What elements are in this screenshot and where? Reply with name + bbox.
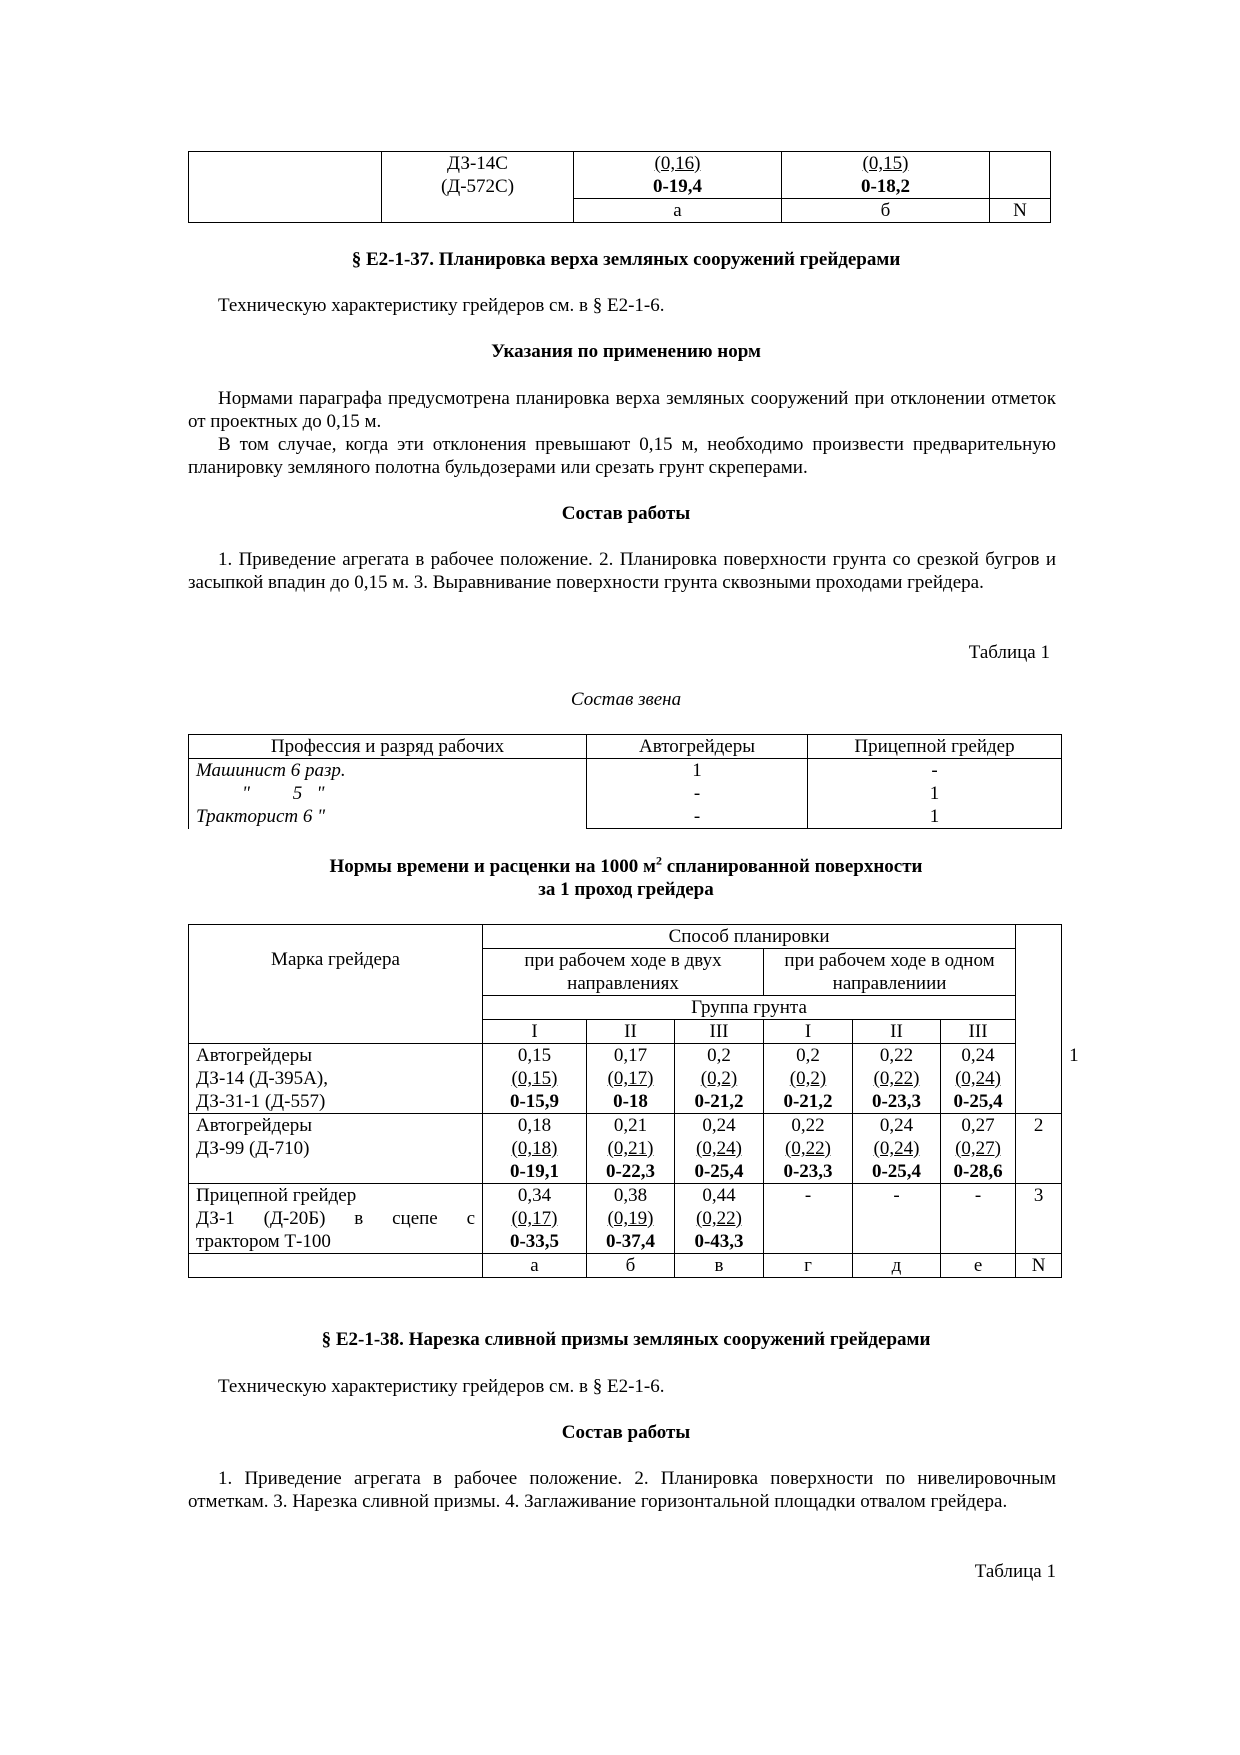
crew-profession: Машинист 6 разр.: [196, 760, 346, 781]
col-letter: г: [764, 1254, 853, 1278]
norm-rate: 0-25,4: [871, 1161, 922, 1182]
soil-group-label: II: [587, 1020, 675, 1044]
norm-rate: 0-21,2: [694, 1091, 744, 1112]
n-label: N: [1016, 1254, 1062, 1278]
crew-header-autograders: Автогрейдеры: [587, 735, 808, 759]
top-table-empty-cell: [189, 152, 382, 223]
top-table-value-cell: [574, 152, 782, 199]
col-letter: а: [574, 199, 782, 223]
section-38-tech-note: Техническую характеристику грейдеров см. в § Е2-1-6.: [218, 1376, 665, 1397]
soil-group-label: II: [853, 1020, 941, 1044]
norms-heading-line2: за 1 проход грейдера: [538, 879, 714, 900]
norms-heading-superscript: 2: [655, 853, 662, 868]
norm-paren: (0,22): [696, 1208, 742, 1229]
section-38-work-text: 1. Приведение агрегата в рабочее положение. 2. Планировка поверхности по нивелировочным отметкам. 3. Нарезка сливной призмы. 4. Заглаживание горизонтальной площадки отвалом грейдера.: [188, 1468, 1056, 1512]
col-letter: б: [782, 199, 990, 223]
guide-heading: Указания по применению норм: [491, 341, 761, 362]
norms-heading: [188, 855, 1064, 901]
grader-name-line: ДЗ-14 (Д-395А),: [196, 1068, 328, 1089]
grader-name-line: трактором Т-100: [196, 1231, 331, 1252]
crew-count: 1: [929, 783, 940, 804]
norm-paren: (0,2): [789, 1068, 827, 1089]
rate-value: 0-19,4: [652, 176, 703, 197]
norm-rate: 0-19,1: [509, 1161, 560, 1182]
guide-paragraph-2: В том случае, когда эти отклонения превышают 0,15 м, необходимо произвести предварительную планировку земляного полотна бульдозерами или срезать грунт скреперами.: [188, 434, 1056, 478]
norm-time: 0,27: [961, 1115, 995, 1136]
grader-name-line: Прицепной грейдер: [196, 1185, 357, 1206]
section-37-tech-note: Техническую характеристику грейдеров см. в § Е2-1-6.: [218, 295, 665, 316]
norm-rate: 0-22,3: [605, 1161, 656, 1182]
norm-rate: 0-23,3: [783, 1161, 833, 1182]
col-letter: е: [941, 1254, 1016, 1278]
norm-paren: (0,2): [700, 1068, 738, 1089]
soil-group-label: I: [483, 1020, 587, 1044]
norm-time: -: [804, 1185, 812, 1206]
crew-count: 1: [692, 760, 702, 781]
norms-heading-text: Нормы времени и расценки на 1000 м: [329, 856, 656, 877]
norm-time: 0,17: [613, 1045, 648, 1066]
table-row: [189, 1114, 1062, 1184]
norm-paren: (0,24): [873, 1138, 920, 1159]
rate-value: 0-18,2: [860, 176, 911, 197]
norm-paren: (0,24): [955, 1068, 1001, 1089]
crew-count: -: [693, 806, 701, 827]
work-text: 1. Приведение агрегата в рабочее положение. 2. Планировка поверхности грунта со срезкой бугров и засыпкой впадин до 0,15 м. 3. Выравнивание поверхности грунта сквозными проходами грейдера.: [188, 549, 1056, 593]
top-table: [188, 151, 1051, 223]
crew-caption: Состав звена: [570, 689, 682, 710]
norm-time: 0,21: [613, 1115, 648, 1136]
norm-paren: (0,19): [607, 1208, 654, 1229]
norm-paren: (0,15): [511, 1068, 558, 1089]
norm-rate: 0-37,4: [605, 1231, 656, 1252]
model-line: ДЗ-14С: [447, 153, 508, 174]
col-letter: д: [853, 1254, 941, 1278]
norm-time: 0,15: [517, 1045, 552, 1066]
norm-time: 0,34: [517, 1185, 552, 1206]
norm-rate: 0-43,3: [694, 1231, 744, 1252]
guide-paragraph-1: Нормами параграфа предусмотрена планировка верха земляных сооружений при отклонении отметок от проектных до 0,15 м.: [188, 388, 1056, 432]
norm-time: 0,24: [879, 1115, 914, 1136]
section-38-title: § Е2-1-38. Нарезка сливной призмы земляных сооружений грейдерами: [321, 1329, 931, 1350]
crew-profession: Тракторист 6 ": [196, 806, 326, 827]
crew-header-trailed-grader: Прицепной грейдер: [808, 735, 1062, 759]
norm-time: 0,18: [517, 1115, 552, 1136]
letters-row-blank: [189, 1254, 483, 1278]
soil-group-label: I: [764, 1020, 853, 1044]
norm-time: 0,2: [796, 1045, 820, 1066]
norm-rate: 0-23,3: [871, 1091, 922, 1112]
crew-count: -: [931, 760, 938, 781]
crew-profession: " 5 ": [242, 783, 325, 804]
section-38-work-heading: Состав работы: [561, 1422, 691, 1443]
grader-name-line: ДЗ-31-1 (Д-557): [196, 1091, 326, 1112]
norm-rate: 0-21,2: [783, 1091, 833, 1112]
grader-name-line: ДЗ-1 (Д-20Б) в сцепе с: [196, 1208, 475, 1229]
norm-rate: 0-15,9: [509, 1091, 560, 1112]
crew-count: 1: [929, 806, 940, 827]
norms-header-one-direction: при рабочем ходе в одном направлениии: [764, 949, 1016, 996]
grader-name-line: ДЗ-99 (Д-710): [196, 1138, 310, 1159]
norms-heading-text-end: спланированной поверхности: [661, 856, 923, 877]
row-number: 2: [1016, 1114, 1062, 1184]
row-number: 3: [1016, 1184, 1062, 1254]
norm-time: 0,2: [707, 1045, 731, 1066]
norm-rate: 0-18: [613, 1091, 648, 1112]
col-letter: а: [483, 1254, 587, 1278]
norm-paren: (0,17): [607, 1068, 654, 1089]
norm-time: -: [974, 1185, 982, 1206]
norm-time: 0,22: [879, 1045, 914, 1066]
top-table-model-cell: [382, 152, 574, 223]
norms-header-two-directions: при рабочем ходе в двух направлениях: [483, 949, 764, 996]
table-row: Автогрейдеры ДЗ-14 (Д-395А), ДЗ-31-1 (Д-557) 0,15 (0,15) 0-15,9 0,17 (0,17) 0-18 0,2 (0,2) 0-21,2 0,2 (0,2) 0-21,2 0,22 (0,22) 0-23,3 0,24 (0,24) 0-25,4 1: [189, 1044, 1062, 1114]
section-37-title: § Е2-1-37. Планировка верха земляных сооружений грейдерами: [351, 249, 901, 270]
norm-paren: (0,22): [873, 1068, 920, 1089]
norms-header-n-blank: [1016, 925, 1062, 1114]
grader-name-line: Автогрейдеры: [196, 1115, 313, 1136]
norm-time: 0,38: [613, 1185, 648, 1206]
norms-header-soil-group: Группа грунта: [483, 996, 1016, 1020]
top-table-value-cell: [782, 152, 990, 199]
soil-group-label: III: [675, 1020, 764, 1044]
norm-rate: 0-33,5: [509, 1231, 560, 1252]
model-line: (Д-572С): [440, 176, 515, 197]
price-paren: (0,16): [654, 153, 701, 174]
col-letter: в: [675, 1254, 764, 1278]
norms-table: [188, 924, 1079, 1278]
norm-time: 0,24: [702, 1115, 736, 1136]
section-38-table-label: Таблица 1: [974, 1561, 1056, 1582]
norm-time: 0,44: [702, 1185, 736, 1206]
norm-time: -: [893, 1185, 900, 1206]
table-label: Таблица 1: [968, 642, 1050, 663]
norm-time: 0,24: [961, 1045, 995, 1066]
crew-header-profession: Профессия и разряд рабочих: [189, 735, 587, 759]
norm-paren: (0,22): [785, 1138, 831, 1159]
crew-table: [188, 734, 1062, 829]
norm-paren: (0,24): [696, 1138, 742, 1159]
col-letter: б: [587, 1254, 675, 1278]
norm-paren: (0,27): [955, 1138, 1001, 1159]
norms-header-method: Способ планировки: [483, 925, 1016, 949]
norm-rate: 0-25,4: [953, 1091, 1003, 1112]
soil-group-label: III: [941, 1020, 1016, 1044]
crew-count: -: [693, 783, 701, 804]
norms-header-mark: Марка грейдера: [189, 925, 483, 1044]
norm-paren: (0,17): [511, 1208, 558, 1229]
work-heading: Состав работы: [561, 503, 691, 524]
grader-name-line: Автогрейдеры: [196, 1045, 313, 1066]
norm-paren: (0,21): [607, 1138, 654, 1159]
top-table-n-cell: [990, 152, 1051, 199]
norm-time: 0,22: [791, 1115, 825, 1136]
norm-paren: (0,18): [511, 1138, 558, 1159]
col-letter: N: [990, 199, 1051, 223]
norm-rate: 0-25,4: [694, 1161, 744, 1182]
table-row: [189, 1184, 1062, 1254]
price-paren: (0,15): [862, 153, 909, 174]
norm-rate: 0-28,6: [953, 1161, 1003, 1182]
